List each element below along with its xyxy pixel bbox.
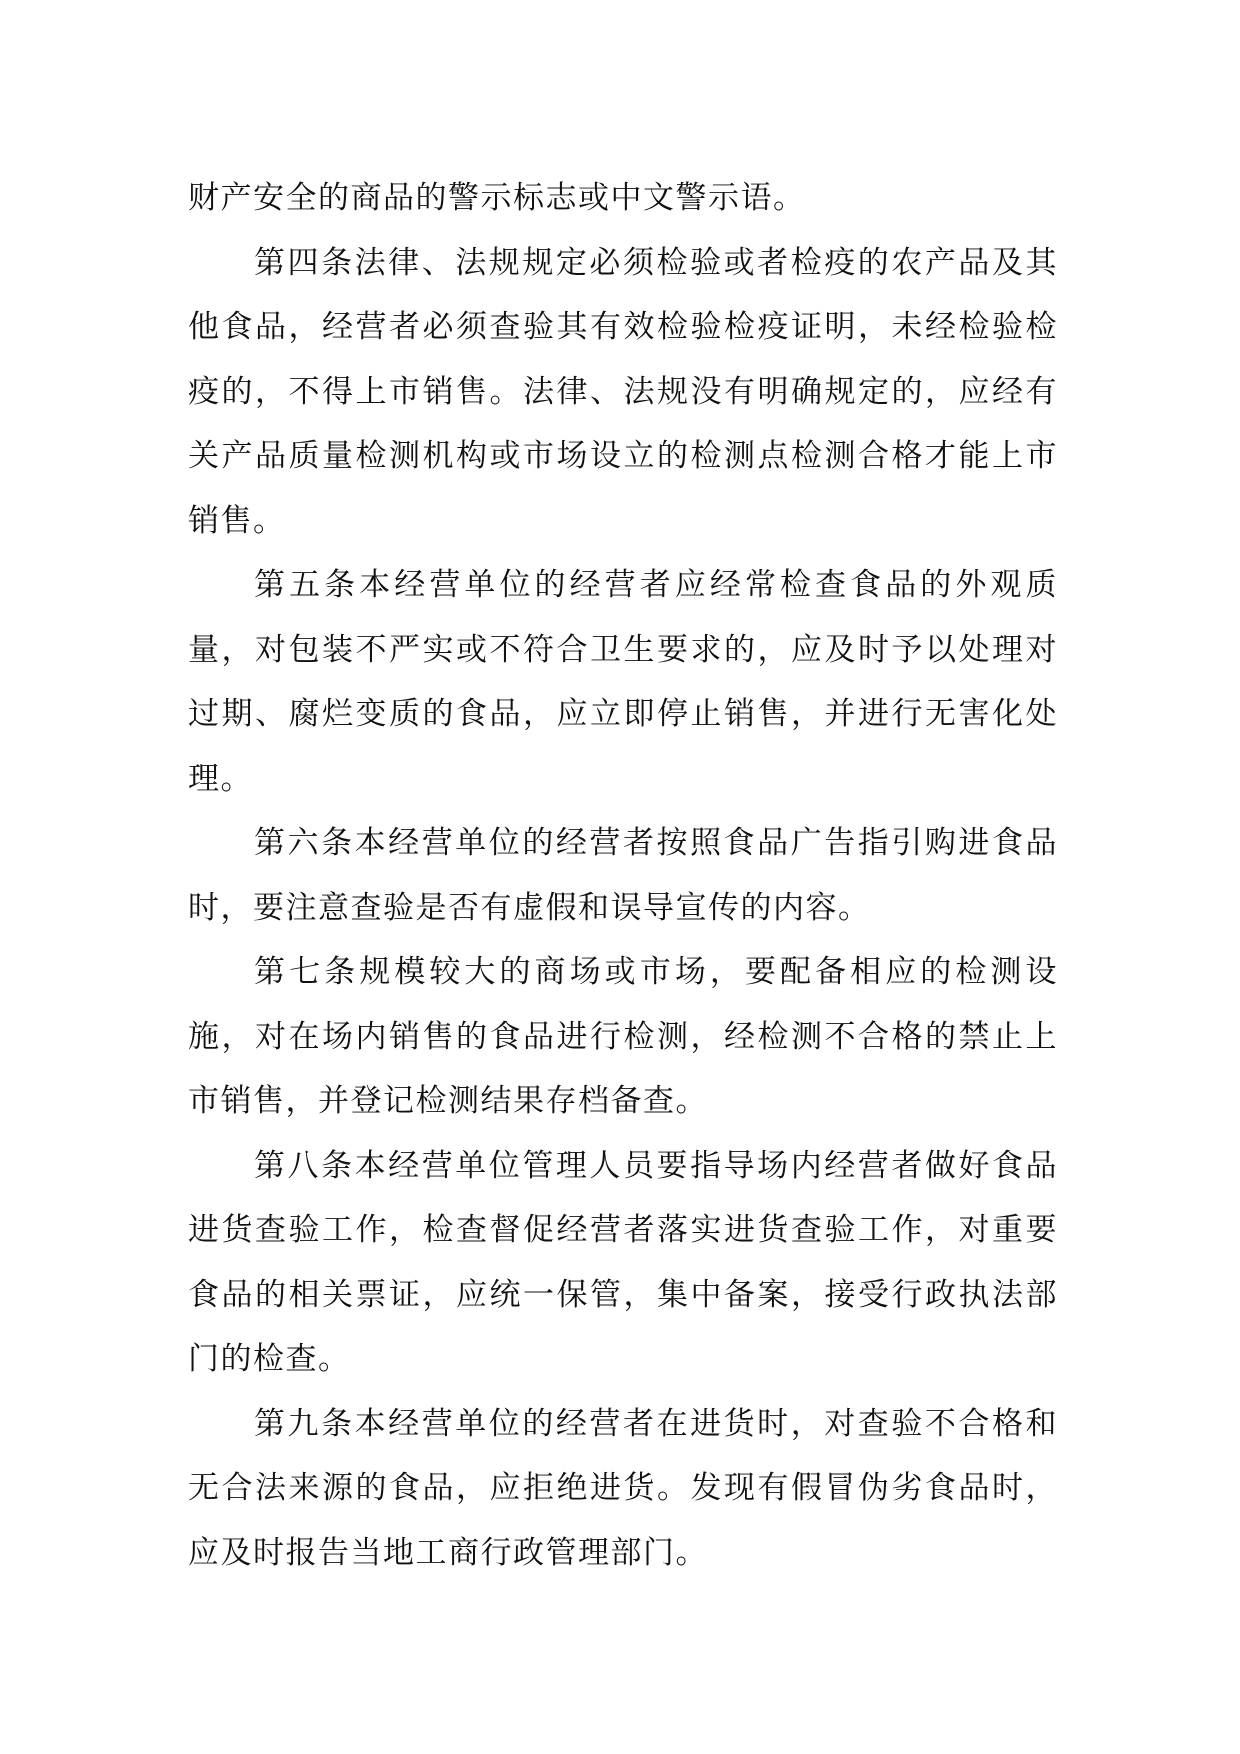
paragraph-article-7: 第七条规模较大的商场或市场，要配备相应的检测设施，对在场内销售的食品进行检测，经检测不合格的禁止上市销售，并登记检测结果存档备查。 xyxy=(188,954,1058,1119)
paragraph-article-9: 第九条本经营单位的经营者在进货时，对查验不合格和无合法来源的食品，应拒绝进货。发现有假冒伪劣食品时，应及时报告当地工商行政管理部门。 xyxy=(188,1405,1058,1571)
paragraph-article-6: 第六条本经营单位的经营者按照食品广告指引购进食品时，要注意查验是否有虚假和误导宣传的内容。 xyxy=(188,825,1058,926)
paragraph-article-5: 第五条本经营单位的经营者应经常检查食品的外观质量，对包装不严实或不符合卫生要求的，应及时予以处理对过期、腐烂变质的食品，应立即停止销售，并进行无害化处理。 xyxy=(188,567,1058,797)
paragraph-article-4: 第四条法律、法规规定必须检验或者检疫的农产品及其他食品，经营者必须查验其有效检验检疫证明，未经检验检疫的，不得上市销售。法律、法规没有明确规定的，应经有关产品质量检测机构或市场设立的检测点检测合格才能上市销售。 xyxy=(188,244,1058,539)
document-body xyxy=(188,166,1058,1585)
paragraph-continued: 财产安全的商品的警示标志或中文警示语。 xyxy=(188,180,806,216)
paragraph-article-8: 第八条本经营单位管理人员要指导场内经营者做好食品进货查验工作，检查督促经营者落实进货查验工作，对重要食品的相关票证，应统一保管，集中备案，接受行政执法部门的检查。 xyxy=(188,1147,1058,1377)
